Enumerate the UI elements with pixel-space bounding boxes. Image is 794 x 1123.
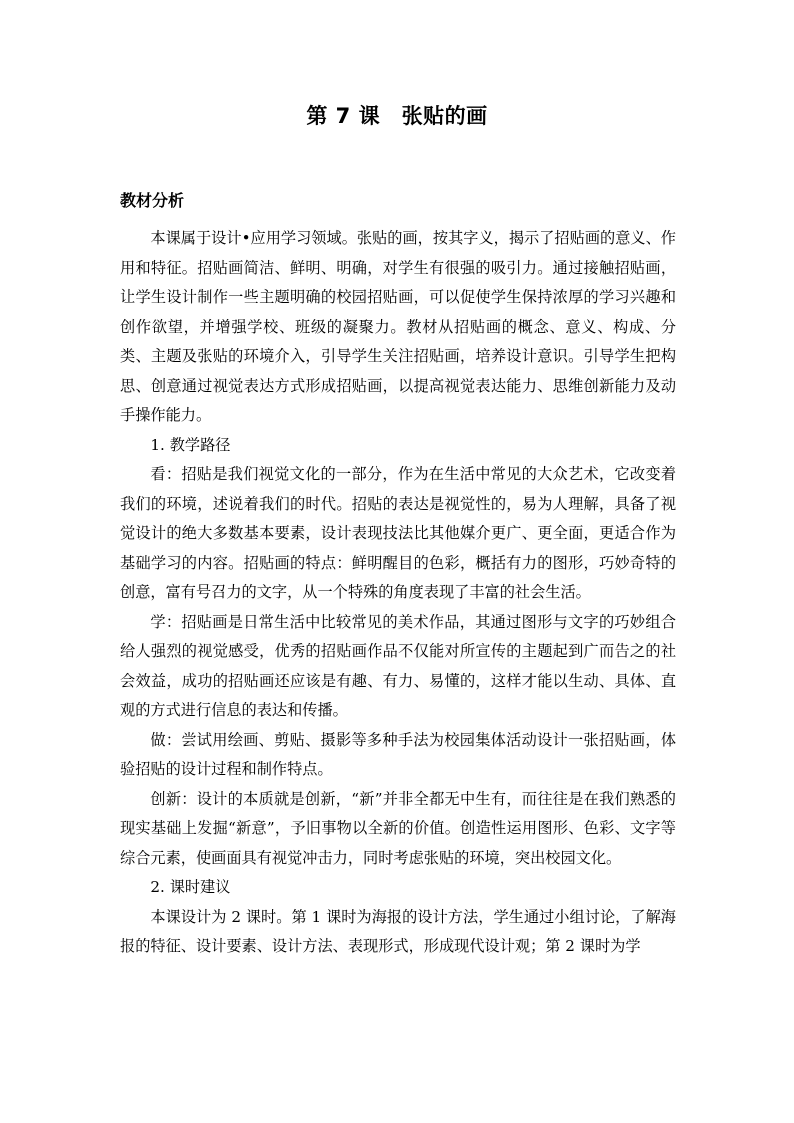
body-text	[120, 224, 676, 962]
paragraph-learn: 学：招贴画是日常生活中比较常见的美术作品，其通过图形与文字的巧妙组合给人强烈的视觉感受，优秀的招贴画作品不仅能对所宣传的主题起到广而告之的社会效益，成功的招贴画还应该是有趣、有力、易懂的，这样才能以生动、具体、直观的方式进行信息的表达和传播。	[120, 612, 676, 719]
paragraph-lesson-hours: 本课设计为 2 课时。第 1 课时为海报的设计方法，学生通过小组讨论，了解海报的特征、设计要素、设计方法、表现形式，形成现代设计观；第 2 课时为学	[120, 907, 676, 955]
paragraph-look: 看：招贴是我们视觉文化的一部分，作为在生活中常见的大众艺术，它改变着我们的环境，述说着我们的时代。招贴的表达是视觉性的，易为人理解，具备了视觉设计的绝大多数基本要素，设计表现技法比其他媒介更广、更全面，更适合作为基础学习的内容。招贴画的特点：鲜明醒目的色彩，概括有力的图形，巧妙奇特的创意，富有号召力的文字，从一个特殊的角度表现了丰富的社会生活。	[120, 465, 676, 601]
section-heading: 教材分析	[120, 191, 185, 210]
subheading-teaching-path: 1. 教学路径	[150, 435, 231, 454]
lesson-title: 第 7 课 张贴的画	[306, 104, 488, 128]
subheading-lesson-hours: 2. 课时建议	[150, 878, 231, 896]
paragraph-do: 做：尝试用绘画、剪贴、摄影等多种手法为校园集体活动设计一张招贴画，体验招贴的设计过程和制作特点。	[120, 730, 676, 778]
paragraph-innovation: 创新：设计的本质就是创新，“新”并非全都无中生有，而往往是在我们熟悉的现实基础上发掘“新意”，予旧事物以全新的价值。创造性运用图形、色彩、文字等综合元素，使画面具有视觉冲击力，同时考虑张贴的环境，突出校园文化。	[120, 789, 676, 867]
paragraph-intro: 本课属于设计•应用学习领域。张贴的画，按其字义，揭示了招贴画的意义、作用和特征。招贴画简洁、鲜明、明确，对学生有很强的吸引力。通过接触招贴画，让学生设计制作一些主题明确的校园招贴画，可以促使学生保持浓厚的学习兴趣和创作欲望，并增强学校、班级的凝聚力。教材从招贴画的概念、意义、构成、分类、主题及张贴的环境介入，引导学生关注招贴画，培养设计意识。引导学生把构思、创意通过视觉表达方式形成招贴画，以提高视觉表达能力、思维创新能力及动手操作能力。	[120, 229, 676, 424]
